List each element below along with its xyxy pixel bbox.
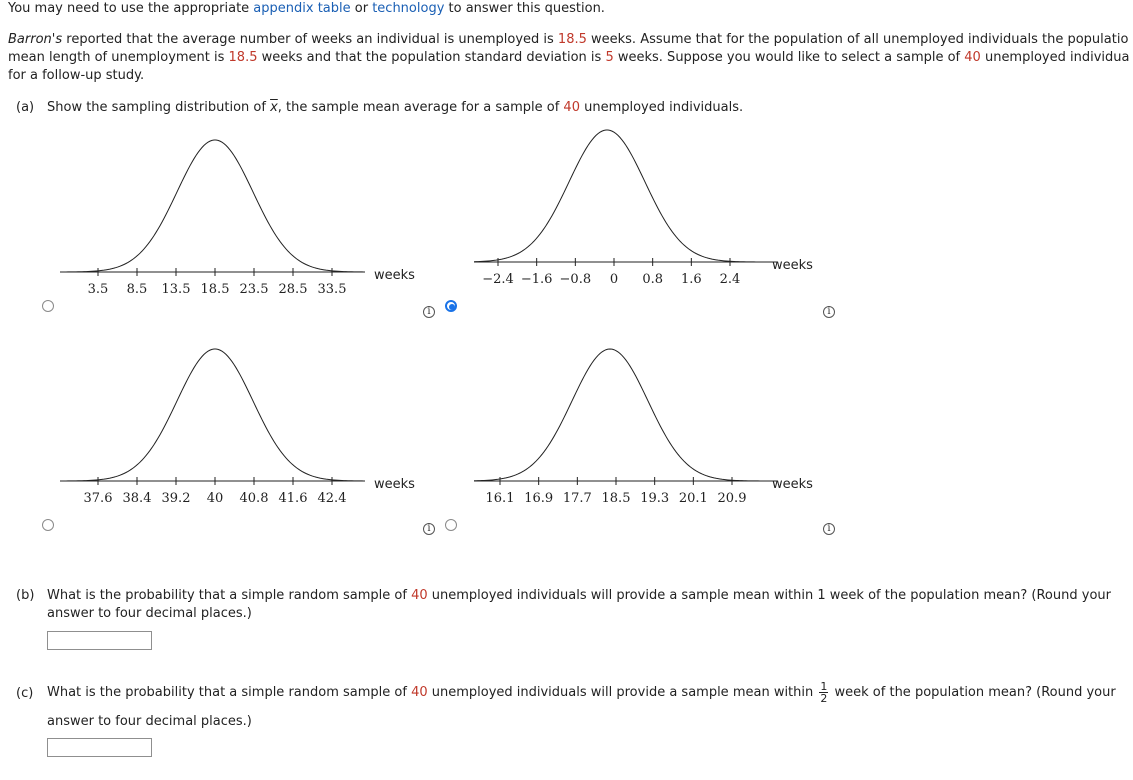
option-1-info-icon[interactable]: i <box>423 306 435 318</box>
part-b-text: unemployed individuals will provide a sample mean within 1 week of the population mean? (Round your <box>427 588 1111 603</box>
part-c-answer-input[interactable] <box>47 738 152 757</box>
option-2-radio[interactable] <box>445 300 457 312</box>
part-b-label: (b) <box>16 588 35 603</box>
tick-label: 41.6 <box>278 491 308 506</box>
fraction-denominator: 2 <box>820 692 828 705</box>
tick-label: 20.9 <box>717 491 747 506</box>
one-half-fraction <box>819 681 828 704</box>
axis-unit-label: weeks <box>374 477 415 492</box>
tick-labels <box>482 272 740 287</box>
tick-label: 40 <box>206 491 224 506</box>
tick-label: 18.5 <box>601 491 631 506</box>
tick-label: 33.5 <box>317 282 347 297</box>
tick-labels <box>486 491 747 506</box>
tick-label: 2.4 <box>719 272 741 287</box>
normal-curve <box>474 349 778 481</box>
normal-curve <box>474 130 778 262</box>
option-3-info-icon[interactable]: i <box>423 523 435 535</box>
problem-text: unemployed individua <box>980 50 1130 65</box>
problem-text: weeks and that the population standard deviation is <box>257 50 606 65</box>
problem-line-2 <box>8 49 1129 67</box>
tick-label: 18.5 <box>200 282 230 297</box>
intro-text: You may need to use the appropriate <box>8 1 254 16</box>
xbar-symbol: $\overline{x}$ <box>270 100 278 115</box>
axis-unit-label: weeks <box>772 258 813 273</box>
axis-unit-label: weeks <box>374 268 415 283</box>
tick-labels <box>88 282 347 297</box>
option-2-graph <box>474 120 834 295</box>
part-a-text: unemployed individuals. <box>579 100 744 115</box>
normal-curve <box>60 349 364 481</box>
tick-label: −0.8 <box>559 272 592 287</box>
fraction-numerator: 1 <box>820 680 828 693</box>
part-a-text: Show the sampling distribution of <box>47 100 271 115</box>
tick-label: 28.5 <box>278 282 308 297</box>
option-3-radio[interactable] <box>42 519 54 531</box>
tick-label: 17.7 <box>562 491 592 506</box>
part-b-answer-input[interactable] <box>47 631 152 650</box>
tick-label: 38.4 <box>122 491 152 506</box>
source-name: Barron's <box>8 32 63 47</box>
tick-label: 19.3 <box>640 491 670 506</box>
option-1-graph <box>60 130 420 305</box>
option-1-radio[interactable] <box>42 300 54 312</box>
tick-label: 16.1 <box>485 491 515 506</box>
tick-label: 0 <box>609 272 619 287</box>
part-c-text: What is the probability that a simple random sample of <box>47 685 412 700</box>
part-c-text: week of the population mean? (Round your <box>830 685 1116 700</box>
sample-size-value: 40 <box>964 50 981 65</box>
tick-label: 42.4 <box>317 491 347 506</box>
population-mean-value: 18.5 <box>228 50 258 65</box>
population-sd-value: 5 <box>605 50 614 65</box>
problem-text: weeks. Assume that for the population of all unemployed individuals the populatio <box>586 32 1129 47</box>
sample-size-value: 40 <box>411 685 428 700</box>
part-c-text: unemployed individuals will provide a sample mean within <box>427 685 818 700</box>
tick-label: 16.9 <box>524 491 554 506</box>
part-a-text: , the sample mean average for a sample of <box>277 100 564 115</box>
tick-label: 20.1 <box>678 491 708 506</box>
problem-text: mean length of unemployment is <box>8 50 229 65</box>
tick-label: 13.5 <box>161 282 191 297</box>
technology-link[interactable]: technology <box>372 1 445 16</box>
intro-line <box>8 0 605 18</box>
problem-text: weeks. Suppose you would like to select a sample of <box>613 50 965 65</box>
tick-label: 8.5 <box>126 282 148 297</box>
appendix-table-link[interactable]: appendix table <box>253 1 351 16</box>
problem-text: reported that the average number of weeks an individual is unemployed is <box>62 32 558 47</box>
part-a-label: (a) <box>16 100 35 115</box>
tick-label: 39.2 <box>161 491 191 506</box>
part-a-question <box>47 99 743 117</box>
tick-label: 0.8 <box>642 272 664 287</box>
normal-curve <box>60 140 364 272</box>
tick-label: −1.6 <box>520 272 553 287</box>
tick-label: 3.5 <box>87 282 109 297</box>
part-b-text: What is the probability that a simple random sample of <box>47 588 412 603</box>
part-c-question <box>47 679 1116 707</box>
tick-label: 1.6 <box>680 272 702 287</box>
option-3-graph <box>60 339 420 514</box>
tick-label: 23.5 <box>239 282 269 297</box>
option-2-info-icon[interactable]: i <box>823 306 835 318</box>
part-c-label: (c) <box>16 686 34 701</box>
tick-labels <box>84 491 347 506</box>
population-mean-value: 18.5 <box>557 32 587 47</box>
sample-size-value: 40 <box>411 588 428 603</box>
part-b-question-line-2: answer to four decimal places.) <box>47 606 252 621</box>
sample-size-value: 40 <box>563 100 580 115</box>
tick-label: 40.8 <box>239 491 269 506</box>
tick-label: 37.6 <box>83 491 113 506</box>
intro-text-end: to answer this question. <box>444 1 605 16</box>
part-b-question <box>47 587 1111 605</box>
option-4-graph <box>474 339 834 514</box>
tick-label: −2.4 <box>482 272 514 287</box>
part-c-question-line-2: answer to four decimal places.) <box>47 714 252 729</box>
problem-line-3: for a follow-up study. <box>8 68 145 83</box>
option-4-info-icon[interactable]: i <box>823 523 835 535</box>
problem-line-1 <box>8 31 1128 49</box>
intro-text-mid: or <box>350 1 373 16</box>
option-4-radio[interactable] <box>445 519 457 531</box>
axis-unit-label: weeks <box>772 477 813 492</box>
